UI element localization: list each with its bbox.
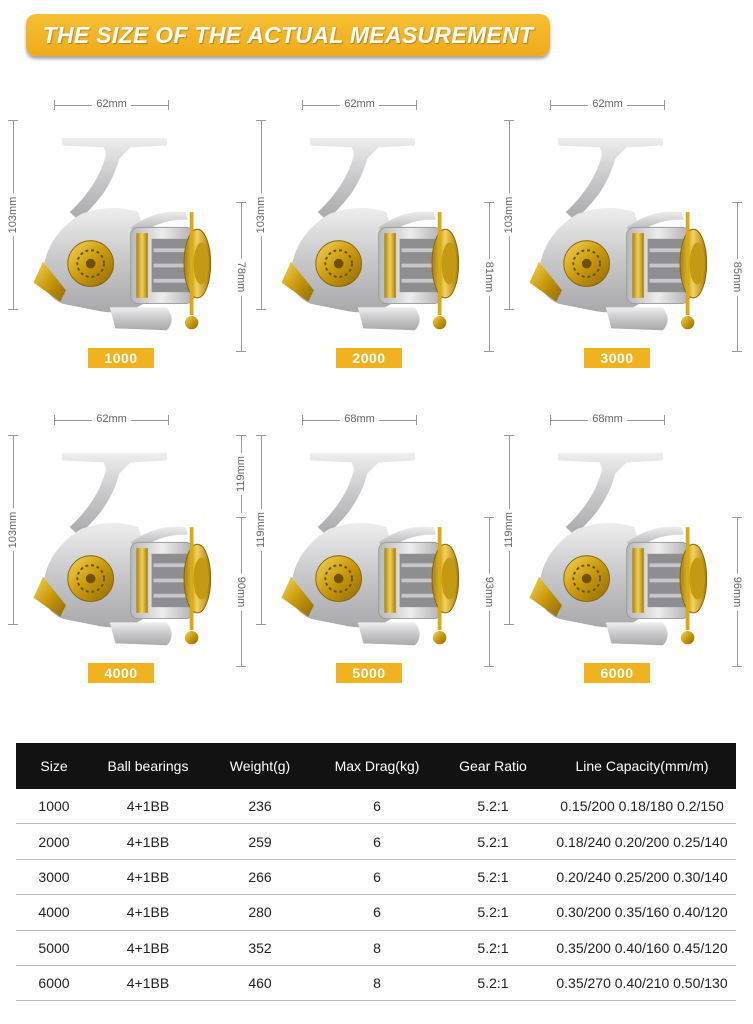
height-dimension xyxy=(6,435,20,625)
reel-image xyxy=(272,115,472,355)
table-row xyxy=(16,859,736,894)
width-label: 62mm xyxy=(92,413,131,425)
reel-card xyxy=(255,405,512,710)
cell-weight: 460 xyxy=(204,965,316,1000)
spool-label: 85mm xyxy=(731,259,743,296)
height-label: 103mm xyxy=(7,194,19,237)
cell-size: 5000 xyxy=(16,930,92,965)
table-row xyxy=(16,789,736,824)
cell-line-capacity: 0.15/200 0.18/180 0.2/150 xyxy=(548,789,736,824)
cell-weight: 352 xyxy=(204,930,316,965)
cell-line-capacity: 0.35/270 0.40/210 0.50/130 xyxy=(548,965,736,1000)
size-badge: 3000 xyxy=(584,348,650,368)
width-dimension xyxy=(302,98,417,112)
height-label: 119mm xyxy=(503,509,515,551)
size-badge: 2000 xyxy=(336,348,402,368)
height-label: 103mm xyxy=(503,194,515,237)
header-size: Size xyxy=(16,743,92,789)
cell-gear-ratio: 5.2:1 xyxy=(438,930,548,965)
width-label: 62mm xyxy=(92,98,131,110)
cell-ball-bearings: 4+1BB xyxy=(92,930,204,965)
cell-weight: 266 xyxy=(204,859,316,894)
spool-dimension xyxy=(234,517,248,667)
cell-ball-bearings: 4+1BB xyxy=(92,965,204,1000)
height2-label: 119mm xyxy=(235,453,247,495)
height-label: 119mm xyxy=(255,509,267,551)
spool-label: 96mm xyxy=(731,574,743,611)
table-header-row xyxy=(16,743,736,789)
reel-card xyxy=(503,90,753,395)
cell-weight: 236 xyxy=(204,789,316,824)
width-label: 62mm xyxy=(340,98,379,110)
cell-ball-bearings: 4+1BB xyxy=(92,859,204,894)
cell-line-capacity: 0.18/240 0.20/200 0.25/140 xyxy=(548,824,736,859)
size-badge: 5000 xyxy=(336,663,402,683)
spool-label: 78mm xyxy=(235,259,247,296)
height2-dimension xyxy=(234,435,248,513)
table-row xyxy=(16,824,736,859)
width-label: 62mm xyxy=(588,98,627,110)
cell-max-drag: 8 xyxy=(316,965,438,1000)
cell-line-capacity: 0.35/200 0.40/160 0.45/120 xyxy=(548,930,736,965)
height-dimension xyxy=(502,435,516,625)
spool-label: 81mm xyxy=(483,259,495,296)
cell-size: 3000 xyxy=(16,859,92,894)
reel-card xyxy=(7,90,264,395)
spool-dimension xyxy=(730,202,744,352)
cell-max-drag: 6 xyxy=(316,789,438,824)
width-dimension xyxy=(302,413,417,427)
cell-gear-ratio: 5.2:1 xyxy=(438,859,548,894)
width-label: 68mm xyxy=(588,413,627,425)
cell-size: 1000 xyxy=(16,789,92,824)
cell-max-drag: 6 xyxy=(316,895,438,930)
cell-ball-bearings: 4+1BB xyxy=(92,789,204,824)
reel-image xyxy=(272,430,472,670)
cell-gear-ratio: 5.2:1 xyxy=(438,789,548,824)
cell-ball-bearings: 4+1BB xyxy=(92,824,204,859)
cell-size: 2000 xyxy=(16,824,92,859)
spool-dimension xyxy=(482,202,496,352)
cell-max-drag: 6 xyxy=(316,859,438,894)
width-label: 68mm xyxy=(340,413,379,425)
header-line-capacity: Line Capacity(mm/m) xyxy=(548,743,736,789)
height-dimension xyxy=(254,435,268,625)
table-row xyxy=(16,895,736,930)
width-dimension xyxy=(54,413,169,427)
spool-label: 93mm xyxy=(483,574,495,611)
cell-size: 4000 xyxy=(16,895,92,930)
height-label: 103mm xyxy=(7,509,19,552)
spool-dimension xyxy=(482,517,496,667)
reel-image xyxy=(24,115,224,355)
banner-title: THE SIZE OF THE ACTUAL MEASUREMENT xyxy=(42,22,534,48)
cell-line-capacity: 0.20/240 0.25/200 0.30/140 xyxy=(548,859,736,894)
header-max-drag: Max Drag(kg) xyxy=(316,743,438,789)
reel-image xyxy=(520,430,720,670)
table-row xyxy=(16,930,736,965)
title-banner xyxy=(26,14,550,56)
cell-max-drag: 8 xyxy=(316,930,438,965)
cell-size: 6000 xyxy=(16,965,92,1000)
height-dimension xyxy=(254,120,268,310)
reel-card xyxy=(255,90,512,395)
table-row xyxy=(16,965,736,1000)
cell-gear-ratio: 5.2:1 xyxy=(438,824,548,859)
height-dimension xyxy=(6,120,20,310)
height-dimension xyxy=(502,120,516,310)
spool-dimension xyxy=(730,517,744,667)
cell-max-drag: 6 xyxy=(316,824,438,859)
header-ball-bearings: Ball bearings xyxy=(92,743,204,789)
size-badge: 1000 xyxy=(88,348,154,368)
reel-card xyxy=(503,405,753,710)
cell-gear-ratio: 5.2:1 xyxy=(438,965,548,1000)
width-dimension xyxy=(550,413,665,427)
header-weight: Weight(g) xyxy=(204,743,316,789)
spec-table xyxy=(16,743,736,1001)
width-dimension xyxy=(54,98,169,112)
height-label: 103mm xyxy=(255,194,267,237)
cell-weight: 259 xyxy=(204,824,316,859)
cell-weight: 280 xyxy=(204,895,316,930)
width-dimension xyxy=(550,98,665,112)
cell-gear-ratio: 5.2:1 xyxy=(438,895,548,930)
size-badge: 4000 xyxy=(88,663,154,683)
reel-image xyxy=(520,115,720,355)
cell-line-capacity: 0.30/200 0.35/160 0.40/120 xyxy=(548,895,736,930)
header-gear-ratio: Gear Ratio xyxy=(438,743,548,789)
spool-label: 90mm xyxy=(235,574,247,611)
spool-dimension xyxy=(234,202,248,352)
reel-image xyxy=(24,430,224,670)
reel-card xyxy=(7,405,264,710)
cell-ball-bearings: 4+1BB xyxy=(92,895,204,930)
size-badge: 6000 xyxy=(584,663,650,683)
